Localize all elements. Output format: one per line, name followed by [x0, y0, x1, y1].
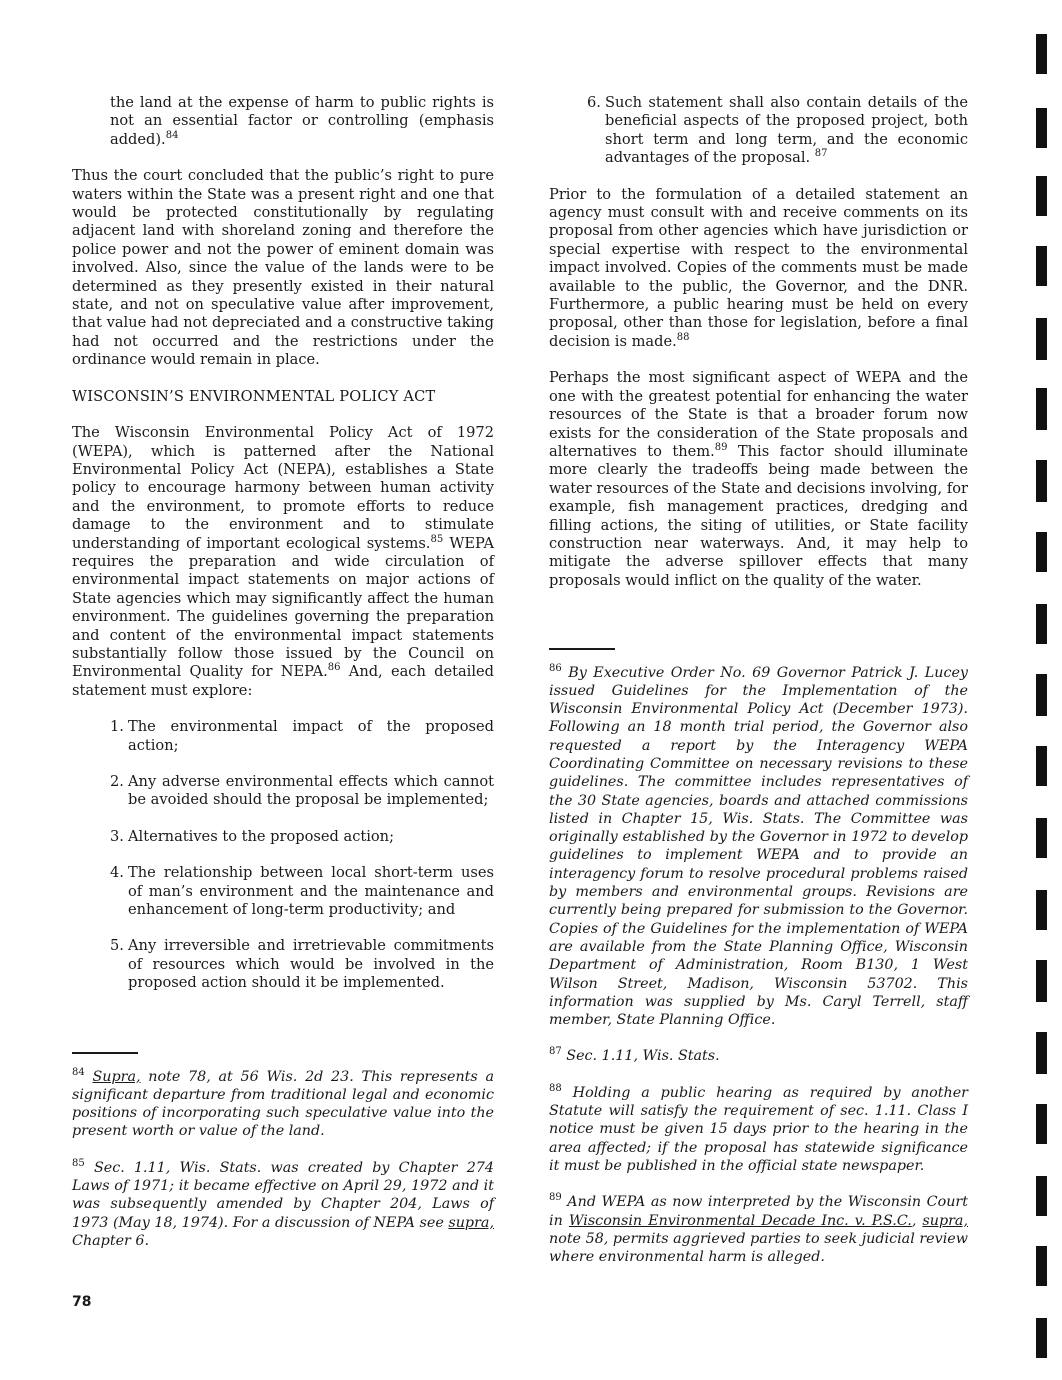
edge-mark	[1036, 1246, 1047, 1286]
footnote-ref-89: 89	[714, 442, 728, 454]
footnote-85: $^{85}$ Sec. 1.11, Wis. Stats. was created by Chapter 274 Laws of 1971; it became effective on April 29, 1972 and it was subsequently amended by Chapter 204, Laws of 1973 (May 18, 1974). For a discussion of NEPA see supra, Chapter 6.	[72, 1157, 494, 1249]
footnote-divider	[72, 1052, 138, 1054]
paragraph-wepa: The Wisconsin Environmental Policy Act of 1972 (WEPA), which is patterned after the National Environmental Policy Act (NEPA), establishes a State policy to encourage harmony between human activity and the environment, to promote efforts to reduce damage to the environment and to stimulate understanding of important ecological systems.$^{85}$ WEPA requires the preparation and wide circulation of environmental impact statements on major actions of State agencies which may significantly affect the human environment. The guidelines governing the preparation and content of the environmental impact statements substantially follow those issued by the Council on Environmental Quality for NEPA.$^{86}$ And, each detailed statement must explore:	[72, 424, 495, 699]
edge-mark	[1036, 246, 1047, 286]
edge-mark	[1036, 532, 1047, 572]
impact-statement-list	[72, 718, 494, 992]
edge-mark	[1036, 674, 1047, 716]
scan-edge-marks	[1036, 0, 1050, 1380]
edge-mark	[1036, 108, 1047, 148]
edge-mark	[1036, 176, 1047, 216]
list-item: 4. The relationship between local short-term uses of man’s environment and the maintenance and enhancement of long-term productivity; and	[110, 864, 494, 919]
edge-mark	[1036, 318, 1047, 360]
list-item: 2. Any adverse environmental effects which cannot be avoided should the proposal be implemented;	[110, 773, 494, 809]
edge-mark	[1036, 460, 1047, 502]
left-footnotes	[72, 1052, 494, 1268]
edge-mark	[1036, 1032, 1047, 1074]
list-item: 3. Alternatives to the proposed action;	[110, 827, 395, 845]
paragraph-consultation: Prior to the formulation of a detailed statement an agency must consult with and receive comments on its proposal from other agencies which have jurisdiction or special expertise with respect to the environmental impact involved. Copies of the comments must be made available to the public, the Governor, and the DNR. Furthermore, a public hearing must be held on every proposal, other than those for legislation, before a final decision is made.$^{88}$	[549, 185, 968, 350]
right-footnotes	[549, 648, 968, 1284]
list-item: 6. Such statement shall also contain details of the beneficial aspects of the proposed project, both short term and long term, and the economic advantages of the proposal. $^{87}$	[587, 94, 968, 167]
footnote-88: $^{88}$ Holding a public hearing as required by another Statute will satisfy the requirement of sec. 1.11. Class I notice must be given 15 days prior to the hearing in the area affected; if the proposal has statewide significance it must be published in the official state newspaper.	[549, 1082, 969, 1174]
list-item: 1. The environmental impact of the proposed action;	[110, 718, 494, 754]
footnote-ref-88: 88	[676, 332, 690, 344]
footnote-84: $^{84}$ Supra, note 78, at 56 Wis. 2d 23. This represents a significant departure from traditional legal and economic positions of incorporating such speculative value into the present worth or value of the land.	[72, 1066, 495, 1140]
left-column	[72, 94, 494, 1011]
paragraph-court-conclusion: Thus the court concluded that the public’s right to pure waters within the State was a present right and one that would be protected constitutionally by regulating adjacent land with shoreland zoning and therefore the police power and not the power of eminent domain was involved. Also, since the value of the lands were to be determined as they presently existed in their natural state, and not on speculative value after improvement, that value had not depreciated and a constructive taking had not occurred and the restrictions under the ordinance would remain in place.	[72, 167, 494, 369]
edge-mark	[1036, 34, 1047, 74]
edge-mark	[1036, 746, 1047, 786]
footnote-ref-84: 84	[165, 129, 179, 141]
block-quote: the land at the expense of harm to public rights is not an essential factor or controlling (emphasis added).$^{84}$	[110, 94, 494, 148]
list-item: 5. Any irreversible and irretrievable commitments of resources which would be involved in the proposed action should it be implemented.	[110, 937, 494, 992]
footnote-ref-86: 86	[327, 662, 341, 674]
edge-mark	[1036, 1176, 1047, 1216]
footnote-ref-85: 85	[430, 533, 444, 545]
edge-mark	[1036, 890, 1047, 930]
page-number: 78	[72, 1294, 92, 1310]
edge-mark	[1036, 388, 1047, 430]
edge-mark	[1036, 1318, 1047, 1358]
footnote-86: $^{86}$ By Executive Order No. 69 Governor Patrick J. Lucey issued Guidelines for the Implementation of the Wisconsin Environmental Policy Act (December 1973). Following an 18 month trial period, the Governor also requested a report by the Interagency WEPA Coordinating Committee on necessary revisions to these guidelines. The committee includes representatives of the 30 State agencies, boards and attached commissions listed in Chapter 15, Wis. Stats. The Committee was originally established by the Governor in 1972 to develop guidelines to implement WEPA and to provide an interagency forum to resolve procedural problems raised by members and environmental groups. Revisions are currently being prepared for submission to the Governor. Copies of the Guidelines for the implementation of WEPA are available from the State Planning Office, Wisconsin Department of Administration, Room B130, 1 West Wilson Street, Madison, Wisconsin 53702. This information was supplied by Ms. Caryl Terrell, staff member, State Planning Office.	[549, 662, 968, 1029]
paragraph-significance: Perhaps the most significant aspect of WEPA and the one with the greatest potential for enhancing the water resources of the State is that a broader forum now exists for the consideration of the State proposals and alternatives to them.$^{89}$ This factor should illuminate more clearly the tradeoffs being made between the water resources of the State and decisions involving, for example, fish management practices, dredging and filling actions, the siting of utilities, or State facility construction near waterways. And, it may help to mitigate the adverse spillover effects that many proposals would inflict on the quality of the water.	[549, 369, 969, 589]
right-column	[549, 94, 968, 608]
edge-mark	[1036, 1104, 1047, 1144]
edge-mark	[1036, 604, 1047, 644]
footnote-87: $^{87}$ Sec. 1.11, Wis. Stats.	[549, 1046, 720, 1065]
edge-mark	[1036, 960, 1047, 1002]
footnote-ref-87: 87	[814, 148, 828, 160]
footnote-89: $^{89}$ And WEPA as now interpreted by the Wisconsin Court in Wisconsin Environmental Decade Inc. v. P.S.C., supra, note 58, permits aggrieved parties to seek judicial review where environmental harm is alleged.	[549, 1192, 969, 1266]
footnote-divider	[549, 648, 615, 650]
section-heading: WISCONSIN’S ENVIRONMENTAL POLICY ACT	[72, 387, 436, 405]
edge-mark	[1036, 818, 1047, 858]
